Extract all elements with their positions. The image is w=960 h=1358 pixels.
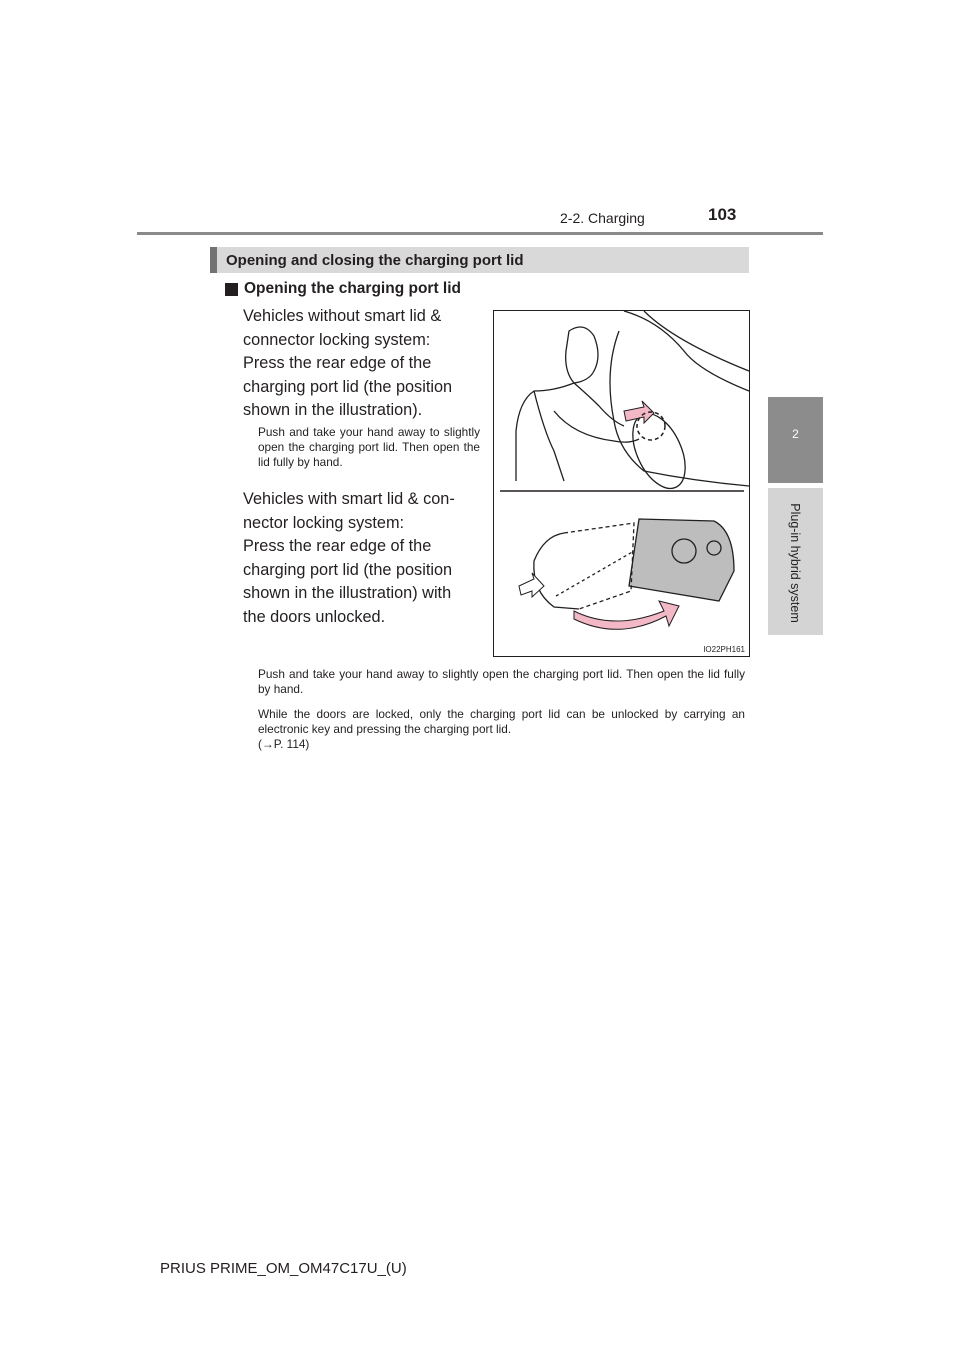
illustration-code: IO22PH161 (703, 645, 745, 654)
instruction-block-with-smart-lid (243, 488, 479, 630)
instruction-line: Press the rear edge of the (243, 537, 432, 556)
instruction-line: Press the rear edge of the (243, 354, 432, 373)
instruction-line: Vehicles without smart lid & (243, 307, 442, 325)
page-reference: (→P. 114) (258, 737, 310, 751)
running-header-section: 2-2. Charging (560, 210, 645, 226)
instruction-line: charging port lid (the position (243, 560, 453, 579)
note-push-and-release-2: Push and take your hand away to slightly open the charging port lid. Then open the lid fully by hand. (258, 667, 745, 696)
footer-document-id: PRIUS PRIME_OM_OM47C17U_(U) (160, 1260, 407, 1277)
instruction-line: the doors unlocked. (243, 607, 386, 626)
instruction-line: charging port lid (the position (243, 377, 453, 396)
section-heading-accent (210, 247, 217, 273)
instruction-line: Vehicles with smart lid & con- (243, 490, 455, 508)
instruction-line: connector locking system: (243, 330, 431, 349)
subsection-heading: Opening the charging port lid (244, 280, 461, 297)
chapter-tab-number-box (768, 397, 823, 483)
instruction-block-without-smart-lid (243, 305, 479, 423)
header-rule (137, 232, 823, 235)
illustration-drawing (494, 311, 749, 656)
instruction-line: shown in the illustration) with (243, 584, 452, 603)
charging-port-illustration (493, 310, 750, 657)
chapter-tab-label: Plug-in hybrid system (788, 503, 802, 623)
instruction-line: shown in the illustration). (243, 401, 423, 420)
instruction-line: nector locking system: (243, 513, 405, 532)
note-push-and-release: Push and take your hand away to slightly open the charging port lid. Then open the lid fully by hand. (258, 425, 480, 469)
section-title: Opening and closing the charging port lid (226, 252, 524, 269)
note-locked-doors-text: While the doors are locked, only the charging port lid can be unlocked by carrying an electronic key and pressing the charging port lid. (258, 707, 745, 736)
chapter-tab-number: 2 (792, 427, 799, 441)
page-number: 103 (708, 205, 737, 224)
subsection-marker-icon (225, 283, 238, 296)
push-arrow-icon (519, 573, 544, 597)
note-locked-doors (258, 707, 745, 752)
